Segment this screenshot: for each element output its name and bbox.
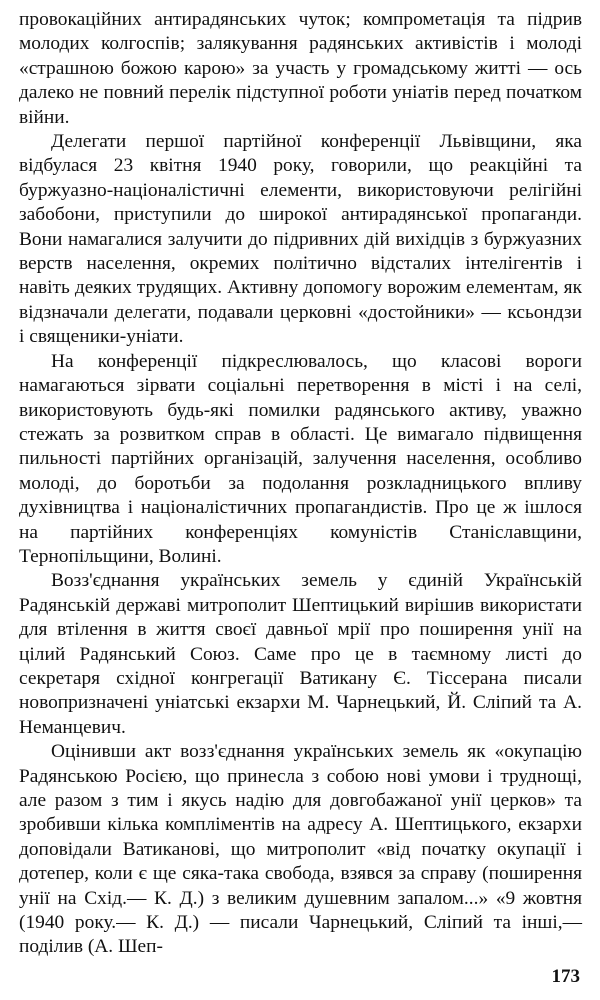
paragraph-5: Оцінивши акт возз'єднання українських земель як «окупацію Радянською Росією, що принесла з собою нові умови і труднощі, але разом з тим і якусь надію для довгобажаної унії церков» та зробивши кілька компліментів на адресу А. Шептицького, екзархи доповідали Ватиканові, що митрополит «від початку окупації і дотепер, коли є ще сяка-така свобода, взявся за справу (поширення унії на Схід.— К. Д.) з великим душевним запалом...» «9 жовтня (1940 року.— К. Д.) — писали Чарнецький, Сліпий та інші,— поділив (А. Шеп- xyxy=(19,741,582,958)
page-number: 173 xyxy=(551,966,580,987)
paragraph-3: На конференції підкреслювалось, що класові вороги намагаються зірвати соціальні перетворення в місті і на селі, використовують будь-які помилки радянського активу, уважно стежать за розвитком справ в області. Це вимагало підвищення пильності партійних організацій, залучення населення, особливо молоді, до боротьби за подолання розкладницького впливу духівництва і націоналістичних пропагандистів. Про це ж ішлося на партійних конференціях комуністів Станіславщини, Тернопільщини, Волині. xyxy=(19,350,582,567)
paragraph-4: Возз'єднання українських земель у єдиній Українській Радянській державі митрополит Шептицький вирішив використати для втілення в життя своєї давньої мрії про поширення унії на цілий Радянський Союз. Саме про це в таємному листі до секретаря східної конгрегації Ватикану Є. Тіссерана писали новопризначені уніатські екзархи М. Чарнецький, Й. Сліпий та А. Неманцевич. xyxy=(19,570,582,738)
page-text xyxy=(19,8,582,960)
paragraph-1: провокаційних антирадянських чуток; компрометація та підрив молодих колгоспів; залякування радянських активістів і молоді «страшною божою карою» за участь у громадському житті — ось далеко не повний перелік підступної роботи уніатів перед початком війни. xyxy=(19,9,582,128)
paragraph-2: Делегати першої партійної конференції Львівщини, яка відбулася 23 квітня 1940 року, говорили, що реакційні та буржуазно-націоналістичні елементи, використовуючи релігійні забобони, приступили до широкої антирадянської пропаганди. Вони намагалися залучити до підривних дій вихідців з буржуазних верств населення, окремих політично відсталих інтелігентів і навіть деяких трудящих. Активну допомогу ворожим елементам, як відзначали делегати, подавали церковні «достойники» — ксьондзи і священики-уніати. xyxy=(19,131,582,348)
